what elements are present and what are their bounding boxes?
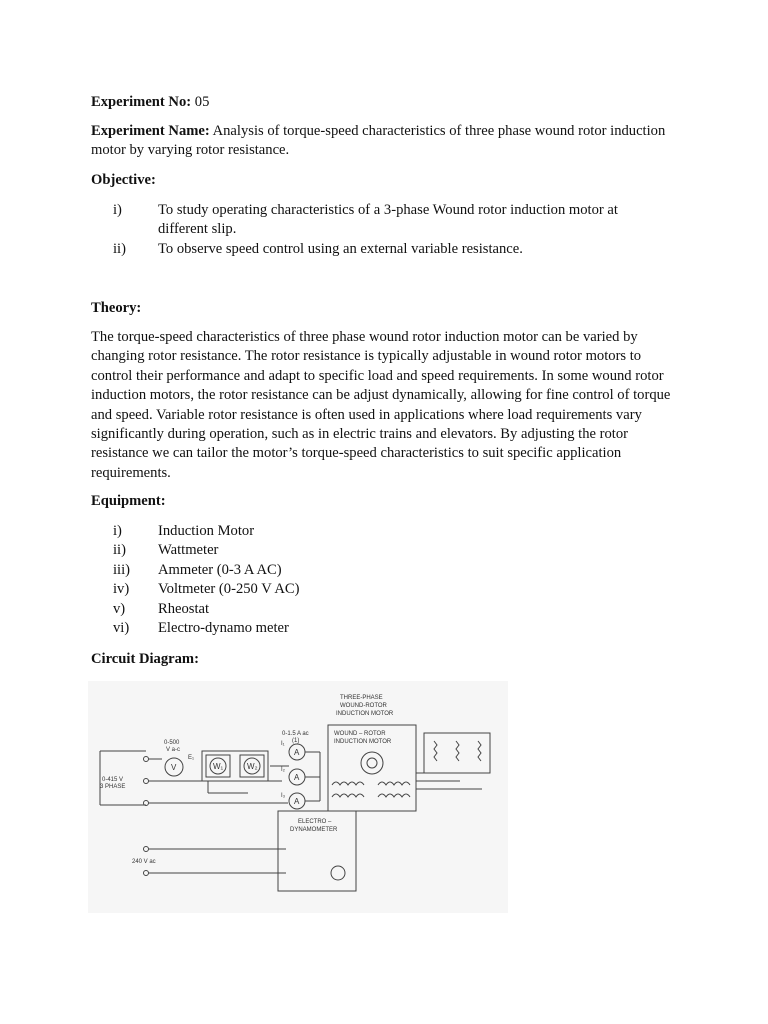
voltmeter-range-line-1: 0-500 xyxy=(164,740,180,746)
wattmeter-1-letter: W₁ xyxy=(213,762,224,771)
supply-label-line-1: 0-415 V xyxy=(102,777,124,783)
ammeter-2-letter: A xyxy=(294,773,300,782)
motor-title-line-1: THREE-PHASE xyxy=(340,695,383,701)
wattmeter-2-letter: W₂ xyxy=(247,762,258,771)
list-item xyxy=(0,522,768,541)
objective-list xyxy=(0,201,768,259)
experiment-name-label: Experiment Name: xyxy=(91,123,210,139)
list-item-number: i) xyxy=(113,523,122,539)
list-item-number: vi) xyxy=(113,620,130,637)
list-item xyxy=(0,240,768,259)
list-item xyxy=(0,580,768,599)
theory-heading: Theory: xyxy=(91,300,142,316)
list-item xyxy=(0,541,768,560)
current-label-i3: I₃ xyxy=(281,793,286,799)
dynamometer-label-line-1: ELECTRO – xyxy=(298,819,332,825)
circuit-diagram-heading: Circuit Diagram: xyxy=(91,651,199,667)
current-label-i1: I₁ xyxy=(281,741,285,747)
list-item-number: iv) xyxy=(113,581,130,598)
list-item-text: Induction Motor xyxy=(158,523,255,539)
list-item-number: ii) xyxy=(113,240,126,257)
supply-label-line-2: 3 PHASE xyxy=(100,784,126,790)
list-item-text: Voltmeter (0-250 V AC) xyxy=(158,581,300,598)
circuit-diagram-svg xyxy=(88,681,508,913)
voltmeter-range-line-2: V a-c xyxy=(166,747,181,753)
equipment-heading: Equipment: xyxy=(91,493,166,509)
list-item xyxy=(0,201,768,240)
list-item-number: ii) xyxy=(113,542,126,559)
voltage-label-e1: E₁ xyxy=(188,755,195,761)
experiment-number-value: 05 xyxy=(194,94,210,110)
list-item xyxy=(0,561,768,580)
list-item-number: v) xyxy=(113,600,126,617)
ammeter-range-line-1: 0-1.5 A ac xyxy=(282,731,309,737)
list-item-number: i) xyxy=(113,202,122,218)
experiment-name-value: Analysis of torque-speed characteristics of three phase wound rotor induction motor by varying rotor resistance. xyxy=(91,123,666,159)
list-item xyxy=(0,600,768,619)
dc-supply-label: 240 V ac xyxy=(132,859,156,865)
list-item xyxy=(0,619,768,638)
list-item-number: iii) xyxy=(113,561,131,578)
list-item-text: Ammeter (0-3 A AC) xyxy=(158,561,282,578)
list-item-text: Wattmeter xyxy=(158,542,219,559)
dynamometer-label-line-2: DYNAMOMETER xyxy=(290,827,338,833)
ammeter-range-line-2: (1) xyxy=(292,738,300,744)
motor-title-line-3: INDUCTION MOTOR xyxy=(336,711,394,717)
motor-box-line-1: WOUND – ROTOR xyxy=(334,731,386,737)
motor-title-line-2: WOUND-ROTOR xyxy=(340,703,387,709)
objective-heading: Objective: xyxy=(91,172,156,188)
list-item-text: To study operating characteristics of a 3-phase Wound rotor induction motor at different slip. xyxy=(158,202,618,238)
current-label-i2: I₂ xyxy=(281,767,285,773)
list-item-text: To observe speed control using an external variable resistance. xyxy=(158,240,523,257)
theory-paragraph: The torque-speed characteristics of three phase wound rotor induction motor can be varied by changing rotor resistance. The rotor resistance is typically adjustable in wound rotor motors to control their performance and adapt to specific load and speed requirements. In some wound rotor induction motors, the rotor resistance can be adjust dynamically, allowing for fine control of torque and speed. Variable rotor resistance is often used in applications where load requirements vary significantly during operation, such as in electric trains and elevators. By adjusting the rotor resistance we can tailor the motor’s torque-speed characteristics to suit specific application requirements. xyxy=(91,329,671,481)
motor-box-line-2: INDUCTION MOTOR xyxy=(334,739,392,745)
ammeter-1-letter: A xyxy=(294,748,300,757)
voltmeter-letter: V xyxy=(171,763,177,772)
experiment-number-label: Experiment No: xyxy=(91,94,192,110)
list-item-text: Rheostat xyxy=(158,600,210,617)
circuit-diagram xyxy=(88,681,508,913)
experiment-name xyxy=(91,122,671,161)
experiment-number xyxy=(91,93,671,112)
ammeter-3-letter: A xyxy=(294,797,300,806)
equipment-list xyxy=(0,522,768,638)
list-item-text: Electro-dynamo meter xyxy=(158,620,289,637)
